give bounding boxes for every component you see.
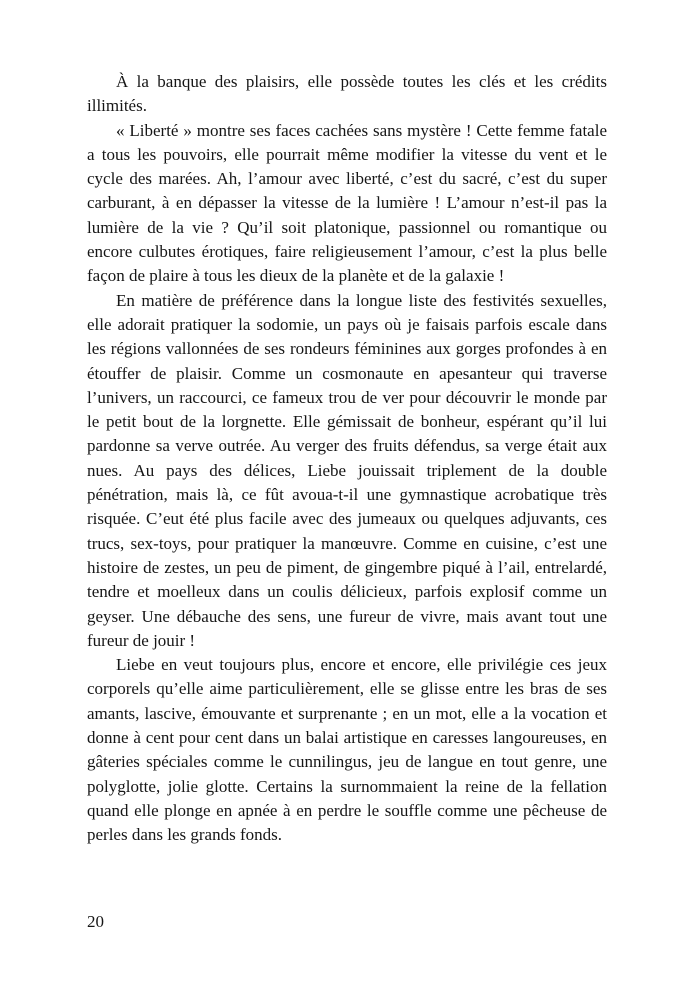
paragraph-4: Liebe en veut toujours plus, encore et encore, elle privilégie ces jeux corporels qu’elle aime particulièrement, elle se glisse entre les bras de ses amants, lascive, émouvante et surprenante ; en un mot, elle a la vocation et donne à cent pour cent dans un balai artistique en caresses langoureuses, en gâteries spéciales comme le cunnilingus, jeu de langue en tout genre, une polyglotte, jolie glotte. Certains la surnommaient la reine de la fellation quand elle plonge en apnée à en perdre le souffle comme une pêcheuse de perles dans les grands fonds. xyxy=(87,655,607,845)
page-text xyxy=(87,70,607,848)
paragraph-1: À la banque des plaisirs, elle possède toutes les clés et les crédits illimités. xyxy=(87,72,607,116)
paragraph-3: En matière de préférence dans la longue liste des festivités sexuelles, elle adorait pratiquer la sodomie, un pays où je faisais parfois escale dans les régions vallonnées de ses rondeurs féminines aux gorges profondes à en étouffer de plaisir. Comme un cosmonaute en apesanteur qui traverse l’univers, un raccourci, ce fameux trou de ver pour découvrir le monde par le petit bout de la lorgnette. Elle gémissait de bonheur, espérant qu’il lui pardonne sa verve outrée. Au verger des fruits défendus, sa verge était aux nues. Au pays des délices, Liebe jouissait triplement de la double pénétration, mais là, ce fût avoua-t-il une gymnastique acrobatique très risquée. C’eut été plus facile avec des jumeaux ou quelques adjuvants, ces trucs, sex-toys, pour pratiquer la manœuvre. Comme en cuisine, c’est une histoire de zestes, un peu de piment, de gingembre piqué à l’ail, entrelardé, tendre et moelleux dans un coulis délicieux, parfois explosif comme un geyser. Une débauche des sens, une fureur de vivre, mais avant tout une fureur de jouir ! xyxy=(87,290,607,650)
page-number: 20 xyxy=(87,912,104,931)
paragraph-2: « Liberté » montre ses faces cachées sans mystère ! Cette femme fatale a tous les pouvoirs, elle pourrait même modifier la vitesse du vent et le cycle des marées. Ah, l’amour avec liberté, c’est du sacré, c’est du super carburant, à en dépasser la vitesse de la lumière ! L’amour n’est-il pas la lumière de la vie ? Qu’il soit platonique, passionnel ou romantique ou encore culbutes érotiques, faire religieusement l’amour, c’est la plus belle façon de plaire à tous les dieux de la planète et de la galaxie ! xyxy=(87,120,607,286)
